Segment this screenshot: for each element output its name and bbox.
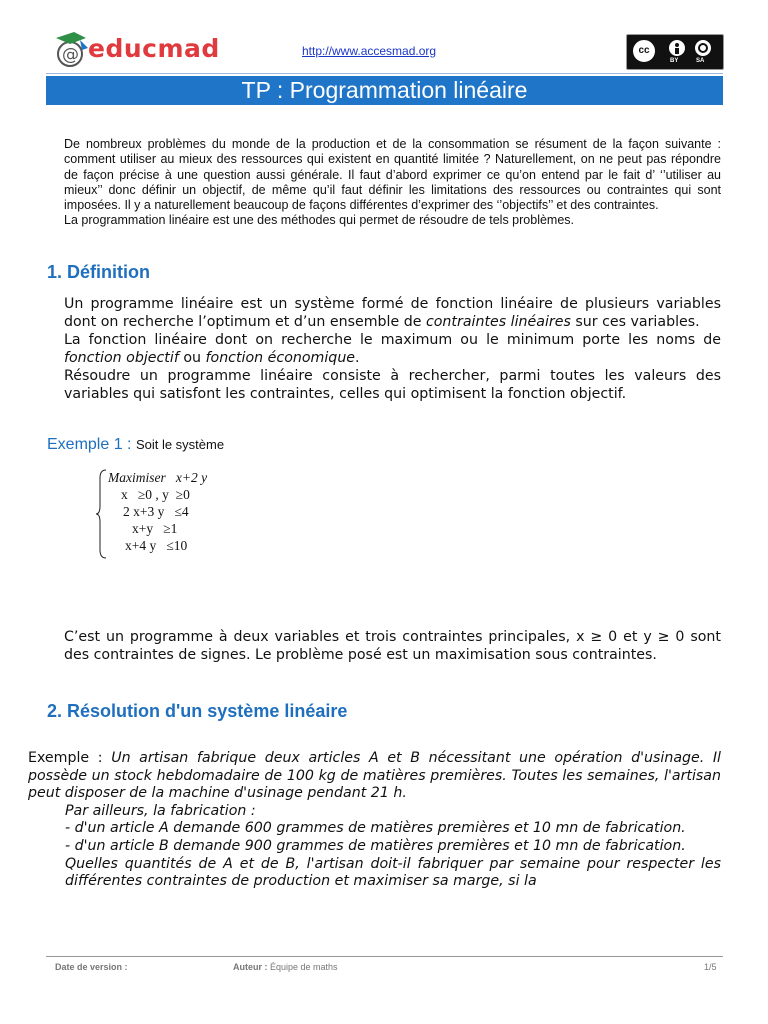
example-2-line-question: Quelles quantités de A et de B, l'artisan doit-il fabriquer par semaine pour respecter les différentes contraintes de production et maximiser sa marge, si la xyxy=(65,855,721,890)
definition-text xyxy=(64,295,721,403)
page-title: TP : Programmation linéaire xyxy=(46,76,723,105)
section-heading-resolution: 2. Résolution d'un système linéaire xyxy=(47,701,348,721)
example-2-problem: Un artisan fabrique deux articles A et B nécessitant une opération d'usinage. Il possède un stock hebdomadaire de 100 kg de matières premières. Toutes les semaines, l'artisan peut disposer de la machine d'usinage pendant 21 h. xyxy=(28,750,722,802)
intro-text xyxy=(64,137,721,229)
example-2-line-article-a: - d'un article A demande 600 grammes de matières premières et 10 mn de fabrication. xyxy=(65,820,686,837)
section-heading-definition: 1. Définition xyxy=(47,262,150,282)
svg-text:@: @ xyxy=(62,45,79,65)
def-p1-a: Un programme linéaire est un système formé de fonction linéaire de plusieurs variables dont on recherche l’optimum et d’un ensemble de xyxy=(64,296,721,330)
logo-wordmark xyxy=(88,34,220,63)
left-brace-icon xyxy=(96,468,108,560)
example-1-text: Soit le système xyxy=(135,437,225,452)
after-system-text: C’est un programme à deux variables et trois contraintes principales, x ≥ 0 et y ≥ 0 sont des contraintes de signes. Le problème posé est un maximisation sous contraintes. xyxy=(64,629,721,663)
footer-author-label: Auteur : xyxy=(233,962,268,972)
logo-text-edu: educ xyxy=(88,34,158,63)
sa-label: SA xyxy=(696,58,705,64)
def-p2-a: La fonction linéaire dont on recherche le maximum ou le minimum porte les noms de xyxy=(64,332,721,348)
by-person-icon xyxy=(667,38,687,58)
footer-date xyxy=(55,962,128,972)
footer-date-label: Date de version : xyxy=(55,962,128,972)
system-objective: Maximiser x+2 y xyxy=(108,470,208,485)
def-p2-italic-1: fonction objectif xyxy=(64,350,179,366)
def-p2-italic-2: fonction économique xyxy=(205,350,356,366)
system-constraint-1: 2 x+3 y ≤4 xyxy=(123,504,189,519)
linear-system xyxy=(96,468,276,558)
system-constraint-3: x+4 y ≤10 xyxy=(125,538,188,553)
system-constraint-sign: x ≥0 , y ≥0 xyxy=(121,487,190,502)
system-constraint-2: x+y ≥1 xyxy=(132,521,178,536)
header-divider xyxy=(46,73,723,74)
def-p3: Résoudre un programme linéaire consiste à rechercher, parmi toutes les valeurs des variables qui satisfont les contraintes, celles qui optimisent la fonction objectif. xyxy=(64,368,721,402)
cc-license-badge[interactable] xyxy=(626,34,724,70)
footer-divider xyxy=(46,956,723,957)
intro-conclusion: La programmation linéaire est une des méthodes qui permet de résoudre de tels problèmes. xyxy=(64,213,575,228)
accesmad-link[interactable]: http://www.accesmad.org xyxy=(302,44,437,58)
example-2-line-article-b: - d'un article B demande 900 grammes de matières premières et 10 mn de fabrication. xyxy=(65,837,686,854)
example-1-heading xyxy=(47,436,224,454)
example-2-line-fabrication: Par ailleurs, la fabrication : xyxy=(65,802,256,819)
footer-page-number: 1/5 xyxy=(704,962,717,972)
footer-author-value: Équipe de maths xyxy=(270,962,338,972)
intro-paragraph: De nombreux problèmes du monde de la production et de la consommation se résument de la façon suivante : comment utiliser au mieux des ressources qui existent en quantité limitée ? Naturellement, on ne peut pas répondre de façon précise à une question aussi générale. Il faut d’abord exprimer ce qu’on entend par le fait d’ ‘’utiliser au mieux’’ donc définir un objectif, de même qu’il faut définir les limitations des ressources ou contraintes qui sont imposées. Il y a naturellement beaucoup de façons différentes d’exprimer des ‘’objectifs’’ et des contraintes. xyxy=(64,137,721,213)
example-1-label: Exemple 1 : xyxy=(47,436,136,453)
cc-icon: cc xyxy=(631,38,657,64)
def-p1-b: sur ces variables. xyxy=(570,314,700,330)
sharealike-icon xyxy=(693,38,713,58)
def-p2-mid: ou xyxy=(178,350,206,366)
by-label: BY xyxy=(670,58,679,64)
def-p1-italic: contraintes linéaires xyxy=(425,314,571,330)
footer-author xyxy=(233,962,338,972)
example-2-label: Exemple : xyxy=(28,750,112,766)
def-p2-end: . xyxy=(355,350,360,366)
example-2-text xyxy=(28,750,721,891)
logo-text-mad: mad xyxy=(157,34,220,63)
